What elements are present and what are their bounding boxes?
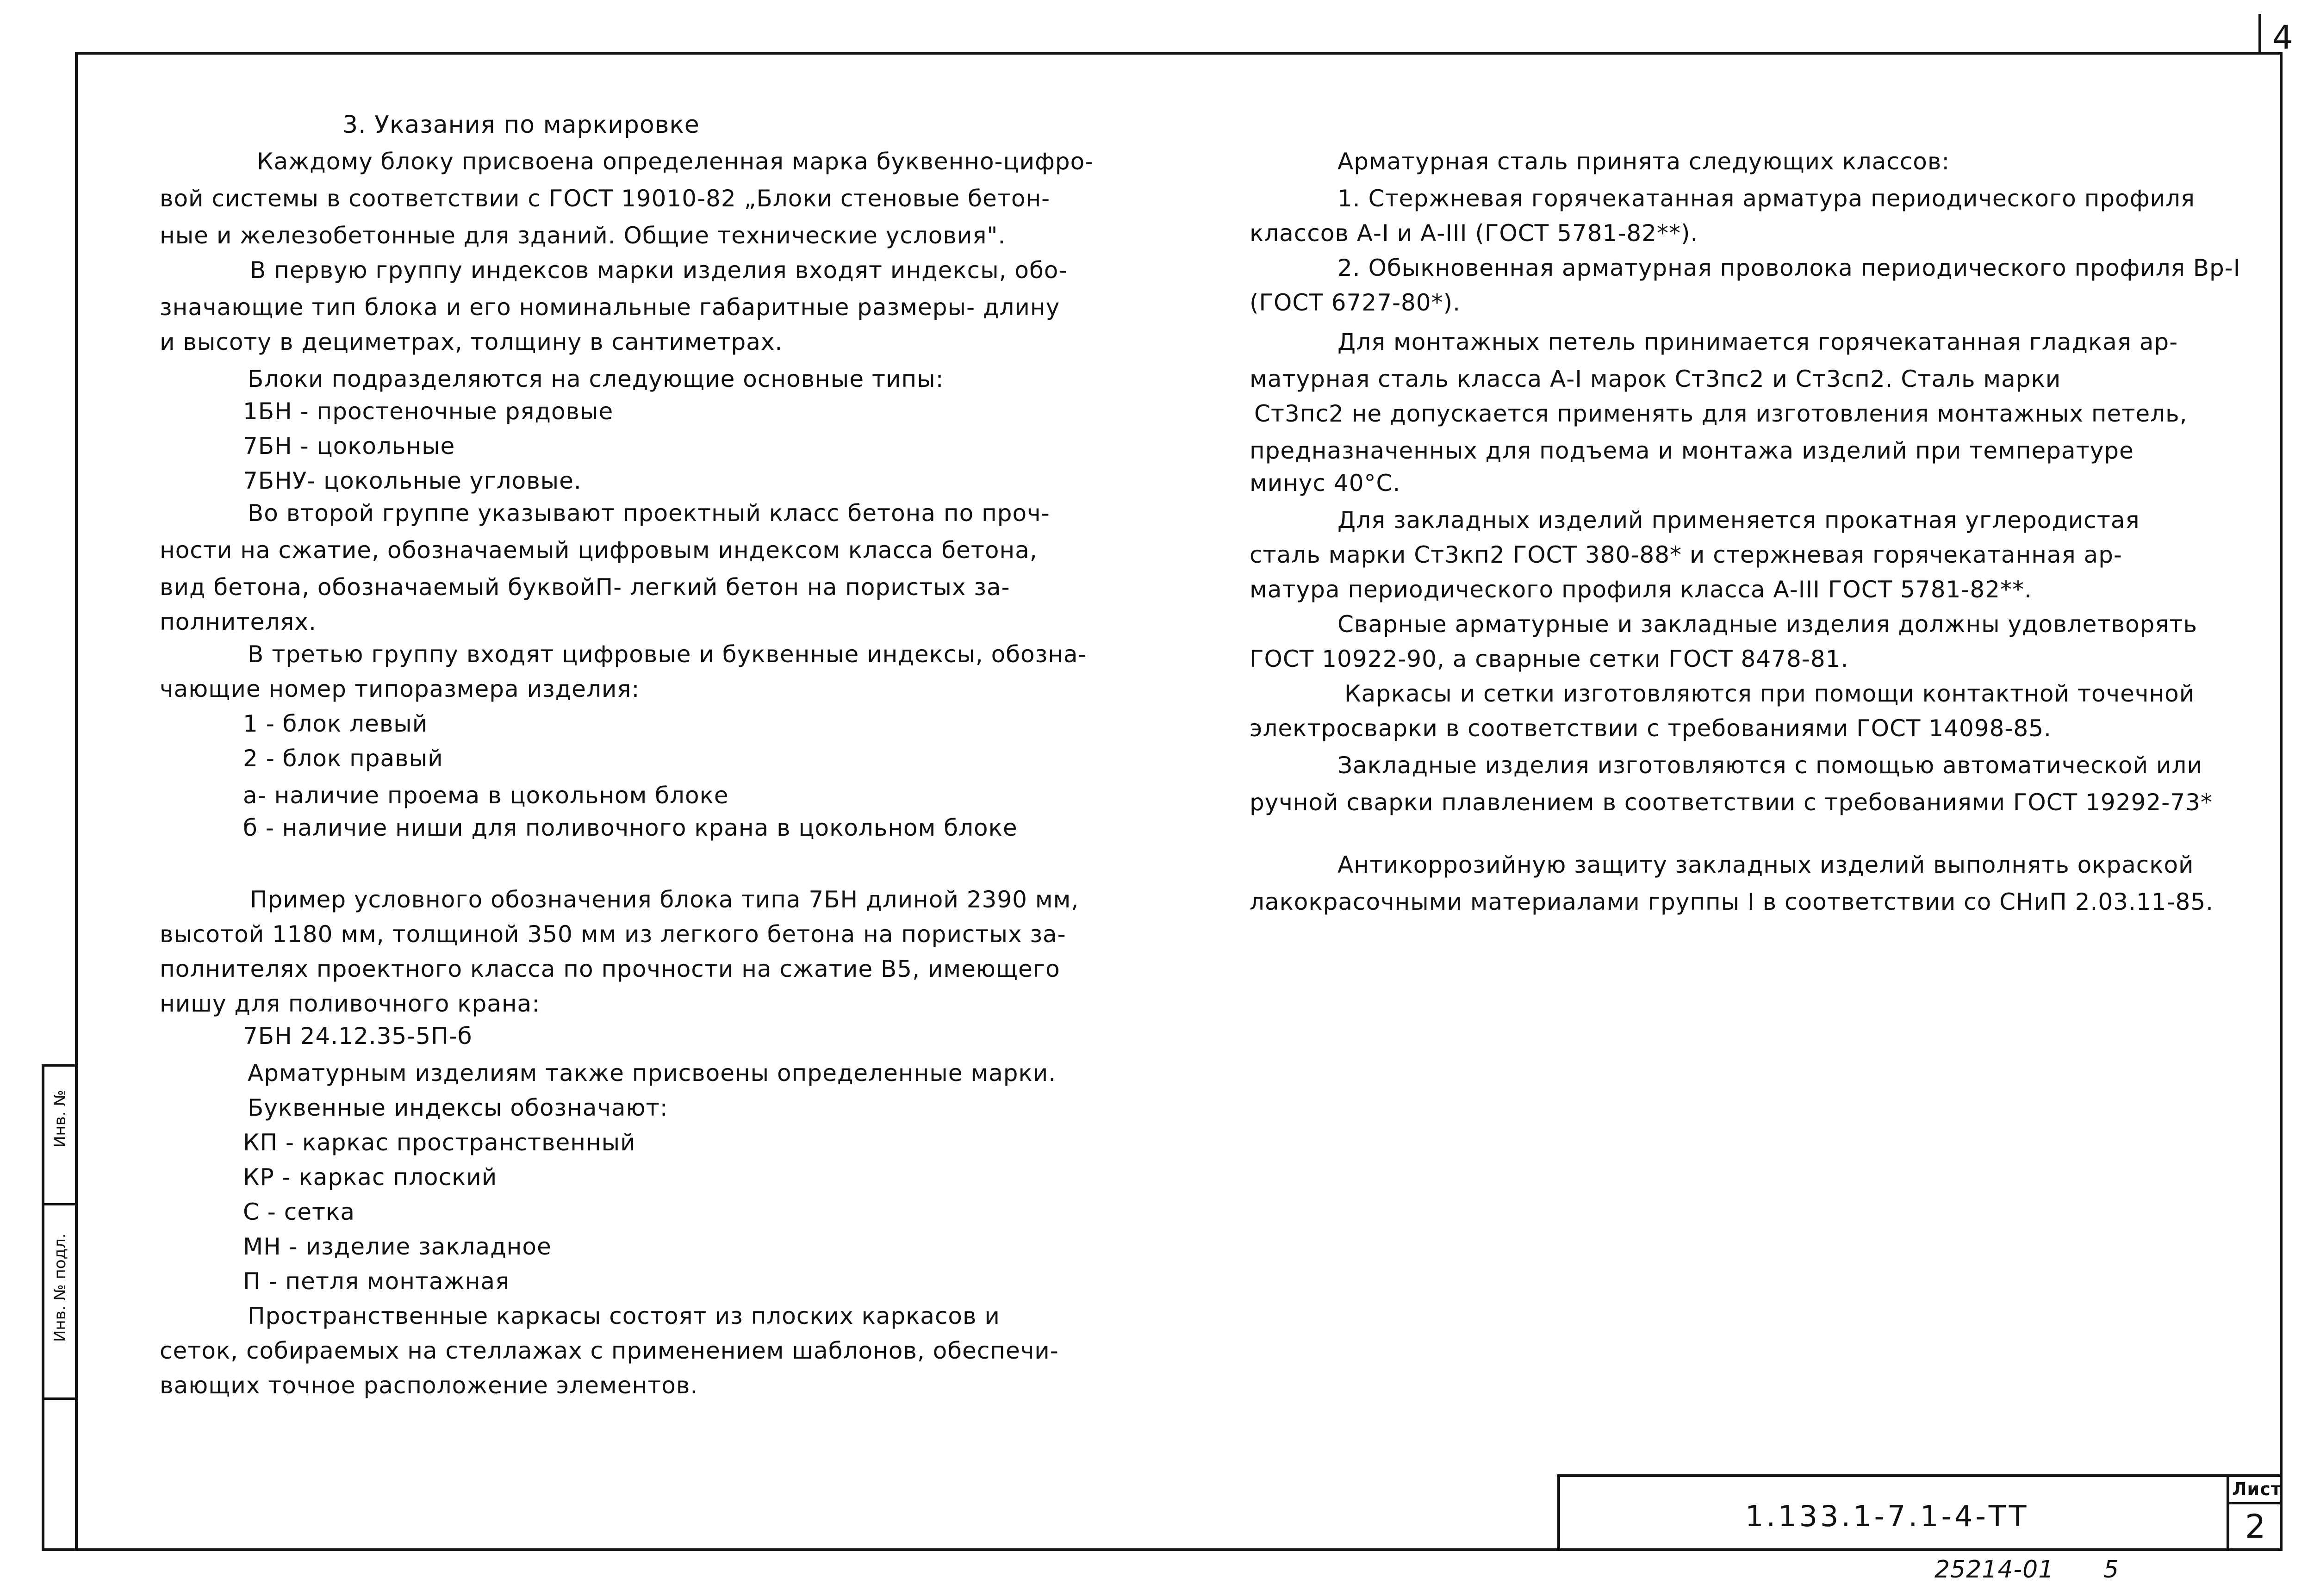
corner-page-number: 4 — [2272, 19, 2294, 56]
frame-left — [75, 52, 78, 1551]
document-code: 1.133.1-7.1-4-ТТ — [1745, 1499, 2029, 1533]
left-line: б - наличие ниши для поливочного крана в цокольном блоке — [243, 814, 1018, 841]
left-line: Во второй группе указывают проектный класс бетона по проч- — [248, 500, 1050, 527]
right-line: лакокрасочными материалами группы I в соответствии со СНиП 2.03.11-85. — [1250, 888, 2214, 915]
left-line: 2 - блок правый — [243, 745, 443, 772]
left-line: КП - каркас пространственный — [243, 1129, 636, 1156]
title-block-divider — [2227, 1477, 2229, 1551]
left-line: 1БН - простеночные рядовые — [243, 398, 614, 425]
left-line: Буквенные индексы обозначают: — [248, 1094, 668, 1121]
left-line: вающих точное расположение элементов. — [160, 1372, 698, 1399]
right-line: классов А-I и А-III (ГОСТ 5781-82**). — [1250, 220, 1698, 247]
corner-divider — [2258, 14, 2261, 55]
left-line: КР - каркас плоский — [243, 1164, 498, 1191]
left-line: и высоту в дециметрах, толщину в сантиметрах. — [160, 329, 783, 355]
right-line: 1. Стержневая горячекатанная арматура периодического профиля — [1337, 185, 2195, 212]
title-block — [1557, 1474, 2283, 1551]
left-line: Блоки подразделяются на следующие основные типы: — [248, 366, 944, 392]
left-line: 1 - блок левый — [243, 710, 428, 737]
left-line: ности на сжатие, обозначаемый цифровым индексом класса бетона, — [160, 537, 1038, 564]
side-strip-line-2 — [42, 1064, 78, 1067]
right-line: 2. Обыкновенная арматурная проволока периодического профиля Вр-I — [1337, 255, 2241, 281]
right-line: Сварные арматурные и закладные изделия должны удовлетворять — [1337, 611, 2197, 638]
right-line: электросварки в соответствии с требованиями ГОСТ 14098-85. — [1250, 715, 2052, 742]
side-strip-line-4 — [42, 1397, 78, 1400]
right-line: Для монтажных петель принимается горячекатанная гладкая ар- — [1337, 329, 2178, 355]
side-strip-line-1 — [42, 1064, 44, 1550]
left-line: П - петля монтажная — [243, 1268, 510, 1295]
sheet-label: Лист — [2232, 1479, 2282, 1499]
bottom-page-number: 5 — [2103, 1556, 2120, 1584]
left-line: 7БНУ- цокольные угловые. — [243, 467, 582, 494]
left-line: Арматурным изделиям также присвоены определенные марки. — [248, 1060, 1057, 1087]
left-line: Пример условного обозначения блока типа 7БН длиной 2390 мм, — [250, 886, 1079, 913]
left-line: вой системы в соответствии с ГОСТ 19010-82 „Блоки стеновые бетон- — [160, 185, 1051, 212]
right-line: Для закладных изделий применяется прокатная углеродистая — [1337, 507, 2140, 534]
right-line: ручной сварки плавлением в соответствии с требованиями ГОСТ 19292-73* — [1250, 789, 2213, 816]
side-stamp-2: Инв. № подл. — [51, 1233, 69, 1342]
sheet-number: 2 — [2245, 1508, 2266, 1546]
right-line: предназначенных для подъема и монтажа изделий при температуре — [1250, 437, 2134, 464]
right-line: Ст3пс2 не допускается применять для изготовления монтажных петель, — [1254, 400, 2188, 427]
left-line: С - сетка — [243, 1199, 355, 1225]
right-line: Каркасы и сетки изготовляются при помощи контактной точечной — [1344, 680, 2195, 707]
left-line: В первую группу индексов марки изделия входят индексы, обо- — [250, 257, 1068, 284]
side-stamp-1: Инв. № — [51, 1090, 69, 1148]
left-line: чающие номер типоразмера изделия: — [160, 676, 640, 702]
left-line: 7БН - цокольные — [243, 433, 455, 460]
left-line: вид бетона, обозначаемый буквойП- легкий бетон на пористых за- — [160, 574, 1010, 601]
left-line: МН - изделие закладное — [243, 1233, 552, 1260]
left-line: 7БН 24.12.35-5П-б — [243, 1023, 473, 1050]
left-line: высотой 1180 мм, толщиной 350 мм из легкого бетона на пористых за- — [160, 921, 1066, 948]
side-strip-line-3 — [42, 1203, 78, 1205]
left-line: Пространственные каркасы состоят из плоских каркасов и — [248, 1303, 1000, 1329]
right-line: матурная сталь класса А-I марок Ст3пс2 и Ст3сп2. Сталь марки — [1250, 366, 2061, 392]
left-line: ные и железобетонные для зданий. Общие технические условия". — [160, 222, 1006, 249]
left-line: а- наличие проема в цокольном блоке — [243, 782, 729, 809]
section-heading: 3. Указания по маркировке — [342, 111, 700, 139]
frame-right — [2280, 52, 2283, 1551]
left-line: Каждому блоку присвоена определенная марка буквенно-цифро- — [257, 148, 1094, 175]
right-line: сталь марки Ст3кп2 ГОСТ 380-88* и стержневая горячекатанная ар- — [1250, 541, 2122, 568]
right-line: ГОСТ 10922-90, а сварные сетки ГОСТ 8478-81. — [1250, 646, 1849, 672]
right-line: Антикоррозийную защиту закладных изделий выполнять окраской — [1337, 851, 2194, 878]
left-line: В третью группу входят цифровые и буквенные индексы, обозна- — [248, 641, 1087, 668]
right-line: Закладные изделия изготовляются с помощью автоматической или — [1337, 752, 2202, 779]
left-line: сеток, собираемых на стеллажах с применением шаблонов, обеспечи- — [160, 1337, 1059, 1364]
sheet-label-divider — [2227, 1502, 2283, 1504]
right-line: матура периодического профиля класса А-III ГОСТ 5781-82**. — [1250, 576, 2032, 603]
left-line: значающие тип блока и его номинальные габаритные размеры- длину — [160, 294, 1060, 321]
right-line: (ГОСТ 6727-80*). — [1250, 289, 1461, 316]
bottom-stamp: 25214-01 — [1935, 1556, 2054, 1584]
left-line: полнителях. — [160, 609, 317, 635]
right-line: Арматурная сталь принята следующих классов: — [1337, 148, 1950, 175]
frame-top — [75, 52, 2283, 55]
left-line: нишу для поливочного крана: — [160, 990, 541, 1017]
left-line: полнителях проектного класса по прочности на сжатие В5, имеющего — [160, 956, 1060, 982]
right-line: минус 40°С. — [1250, 470, 1401, 497]
